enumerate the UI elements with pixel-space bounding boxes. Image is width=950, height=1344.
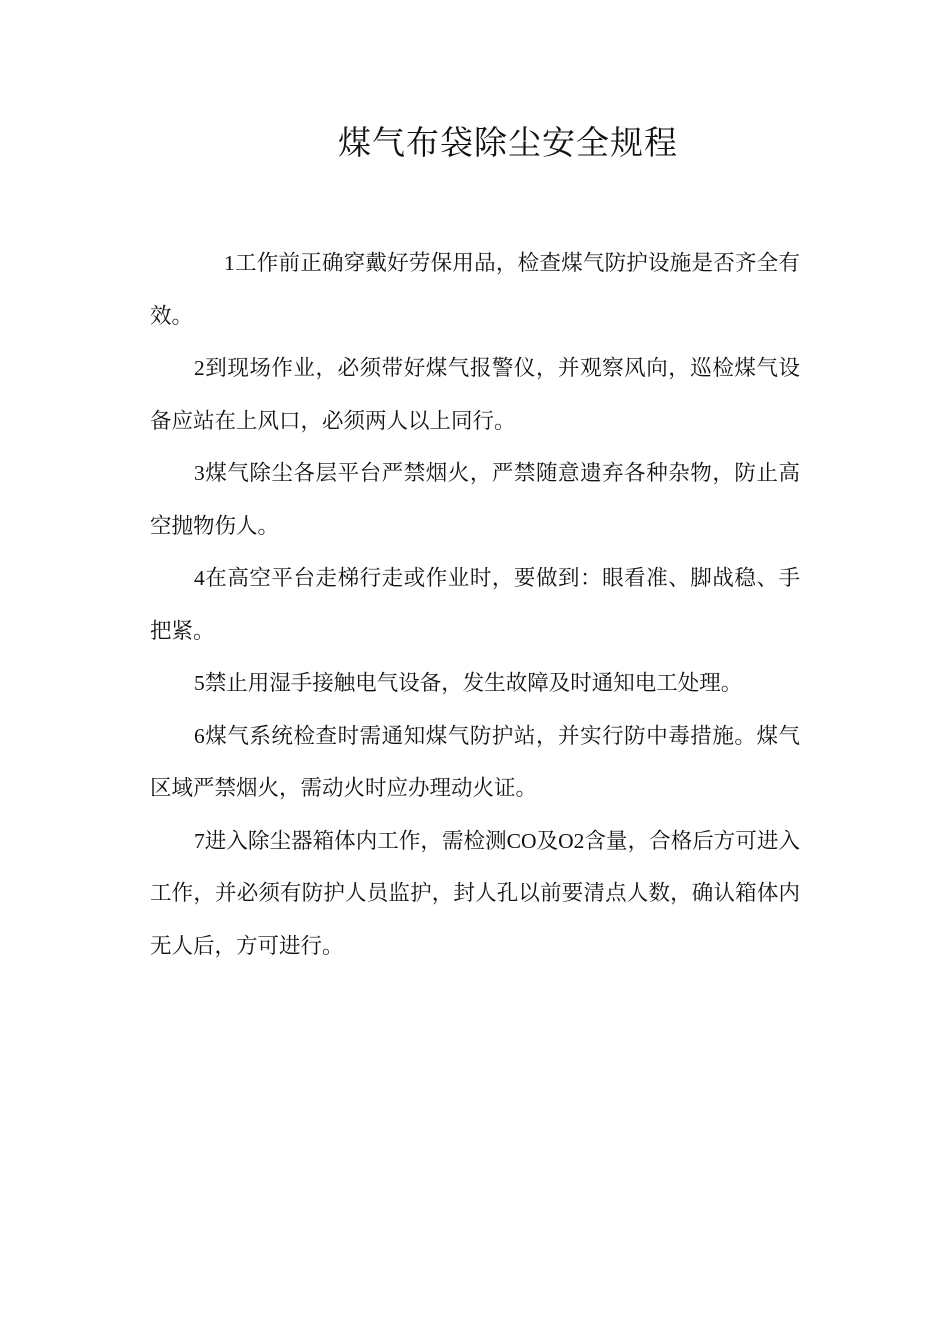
document-body	[150, 237, 800, 972]
document-title: 煤气布袋除尘安全规程	[338, 126, 678, 162]
rule-paragraph-2: 2到现场作业，必须带好煤气报警仪，并观察风向，巡检煤气设备应站在上风口，必须两人以上同行。	[150, 356, 800, 433]
rule-paragraph-5: 5禁止用湿手接触电气设备，发生故障及时通知电工处理。	[194, 671, 743, 695]
rule-paragraph-1: 1工作前正确穿戴好劳保用品，检查煤气防护设施是否齐全有效。	[150, 251, 800, 328]
rule-paragraph-3: 3煤气除尘各层平台严禁烟火，严禁随意遗弃各种杂物，防止高空抛物伤人。	[150, 461, 800, 538]
rule-paragraph-4: 4在高空平台走梯行走或作业时，要做到：眼看准、脚战稳、手把紧。	[150, 566, 800, 643]
rule-paragraph-7: 7进入除尘器箱体内工作，需检测CO及O2含量，合格后方可进入工作，并必须有防护人员监护，封人孔以前要清点人数，确认箱体内无人后，方可进行。	[150, 828, 800, 958]
rule-paragraph-6: 6煤气系统检查时需通知煤气防护站，并实行防中毒措施。煤气区域严禁烟火，需动火时应办理动火证。	[150, 723, 800, 800]
